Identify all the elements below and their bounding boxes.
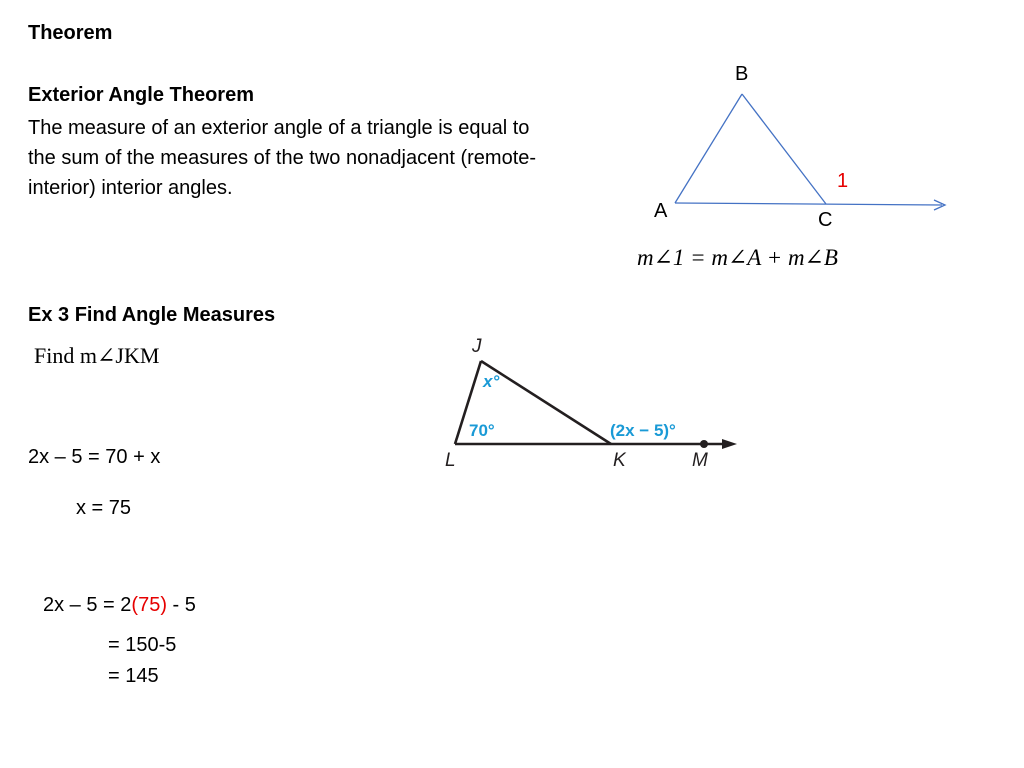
angle-label-l: 70° bbox=[469, 421, 495, 440]
equation-5: = 145 bbox=[108, 665, 159, 687]
angle-label-k: (2x − 5)° bbox=[610, 421, 676, 440]
vertex-label-k: K bbox=[613, 450, 626, 471]
theorem-heading: Theorem bbox=[28, 22, 113, 44]
vertex-label-j: J bbox=[472, 336, 482, 357]
example-prompt: Find m∠JKM bbox=[34, 343, 160, 368]
theorem-name: Exterior Angle Theorem bbox=[28, 84, 254, 106]
angle-label-j: x° bbox=[483, 372, 500, 391]
equation-3-prefix: 2x – 5 = 2 bbox=[43, 594, 132, 616]
vertex-label-b: B bbox=[735, 63, 749, 85]
equation-3-suffix: - 5 bbox=[166, 594, 196, 616]
theorem-statement-line-2: the sum of the measures of the two nonadjacent (remote- bbox=[28, 147, 537, 169]
vertex-label-l: L bbox=[445, 450, 456, 471]
exterior-angle-label: 1 bbox=[837, 170, 849, 192]
vertex-label-a: A bbox=[654, 200, 668, 222]
side-jk bbox=[481, 361, 611, 444]
ray-arrowhead bbox=[722, 439, 737, 449]
vertex-label-m: M bbox=[692, 450, 708, 471]
vertex-label-c: C bbox=[818, 209, 833, 231]
point-m-dot bbox=[700, 440, 708, 448]
equation-2: x = 75 bbox=[76, 497, 132, 519]
equation-3-substitution: (75) bbox=[131, 594, 167, 616]
theorem-formula: m∠1 = m∠A + m∠B bbox=[637, 245, 838, 270]
theorem-statement-line-1: The measure of an exterior angle of a triangle is equal to bbox=[28, 117, 530, 139]
equation-1: 2x – 5 = 70 + x bbox=[28, 446, 161, 468]
equation-4: = 150-5 bbox=[108, 634, 177, 656]
example-heading: Ex 3 Find Angle Measures bbox=[28, 304, 276, 326]
theorem-statement-line-3: interior) interior angles. bbox=[28, 177, 233, 199]
